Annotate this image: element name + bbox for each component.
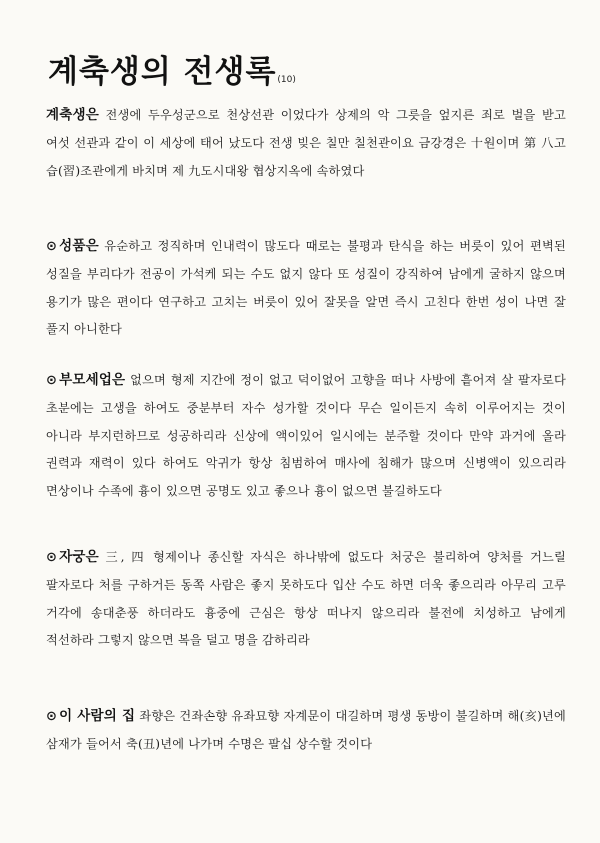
section-body: 유순하고 정직하며 인내력이 많도다 때로는 불평과 탄식을 하는 버릇이 있어 편벽된 성질을 부리다가 전공이 가석케 되는 수도 없지 않다 또 성질이 강직하여 남에게 굴하지 않으며 용기가 많은 편이다 연구하고 고치는 버릇이 있어 잘못을 알면 즉시 고친다 한번 성이 나면 잘 풀지 아니한다 — [46, 239, 567, 337]
section-body: 三, 四 형제이나 종신할 자식은 하나밖에 없도다 처궁은 불리하여 양처를 거느릴 팔자로다 처를 구하거든 동쪽 사람은 좋지 못하도다 입산 수도 하면 더욱 좋으리라 아무리 고루 거각에 송대춘풍 하더라도 흉중에 근심은 항상 떠나지 않으리라 불전에 치성하고 남에게 적선하라 그렇지 않으면 복을 덜고 명을 감하리라 — [46, 550, 566, 648]
title-row — [48, 46, 296, 91]
circle-bullet-icon: ⊙ — [46, 709, 58, 724]
section-paragraph — [46, 233, 566, 344]
section-children-palace — [46, 544, 566, 655]
circle-bullet-icon: ⊙ — [46, 550, 58, 565]
section-lead: 자궁은 — [59, 549, 99, 565]
circle-bullet-icon: ⊙ — [46, 373, 58, 388]
section-lead: 부모세업은 — [59, 372, 126, 388]
section-body: 전생에 두우성군으로 천상선관 이었다가 상제의 악 그릇을 엎지른 죄로 벌을 받고 여섯 선관과 같이 이 세상에 태어 났도다 전생 빚은 칠만 칠천관이요 금강경은 十원이며 第 八고 습(習)조관에게 바치며 제 九도시대왕 협상지옥에 속하였다 — [46, 108, 566, 178]
section-parents-inheritance — [46, 367, 566, 506]
section-paragraph — [46, 102, 566, 185]
section-lead: 계축생은 — [46, 107, 99, 123]
section-paragraph — [46, 703, 566, 759]
section-body: 좌향은 건좌손향 유좌묘향 자계문이 대길하며 평생 동방이 불길하며 해(亥)년에 삼재가 들어서 축(丑)년에 나가며 수명은 팔십 상수할 것이다 — [46, 709, 566, 751]
section-personality — [46, 233, 566, 344]
section-paragraph — [46, 544, 566, 655]
page-title: 계축생의 전생록 — [48, 54, 277, 90]
section-previous-life — [46, 102, 566, 185]
section-paragraph — [46, 367, 566, 506]
section-lead: 이 사람의 집 — [59, 708, 136, 724]
circle-bullet-icon: ⊙ — [46, 239, 58, 254]
section-body: 없으며 형제 지간에 정이 없고 덕이없어 고향을 떠나 사방에 흩어져 살 팔자로다 초분에는 고생을 하여도 중분부터 자수 성가할 것이다 무슨 일이든지 속히 이루어지는 것이 아니라 부지런하므로 성공하리라 신상에 액이있어 일시에는 분주할 것이다 만약 과거에 올라 권력과 재력이 있다 하여도 악귀가 항상 침범하여 매사에 침해가 많으며 신병액이 있으리라 면상이나 수족에 흉이 있으면 공명도 있고 좋으나 흉이 없으면 불길하도다 — [46, 373, 566, 499]
title-footnote-number: (10) — [277, 75, 296, 85]
section-lead: 성품은 — [59, 238, 99, 254]
section-house — [46, 703, 566, 759]
